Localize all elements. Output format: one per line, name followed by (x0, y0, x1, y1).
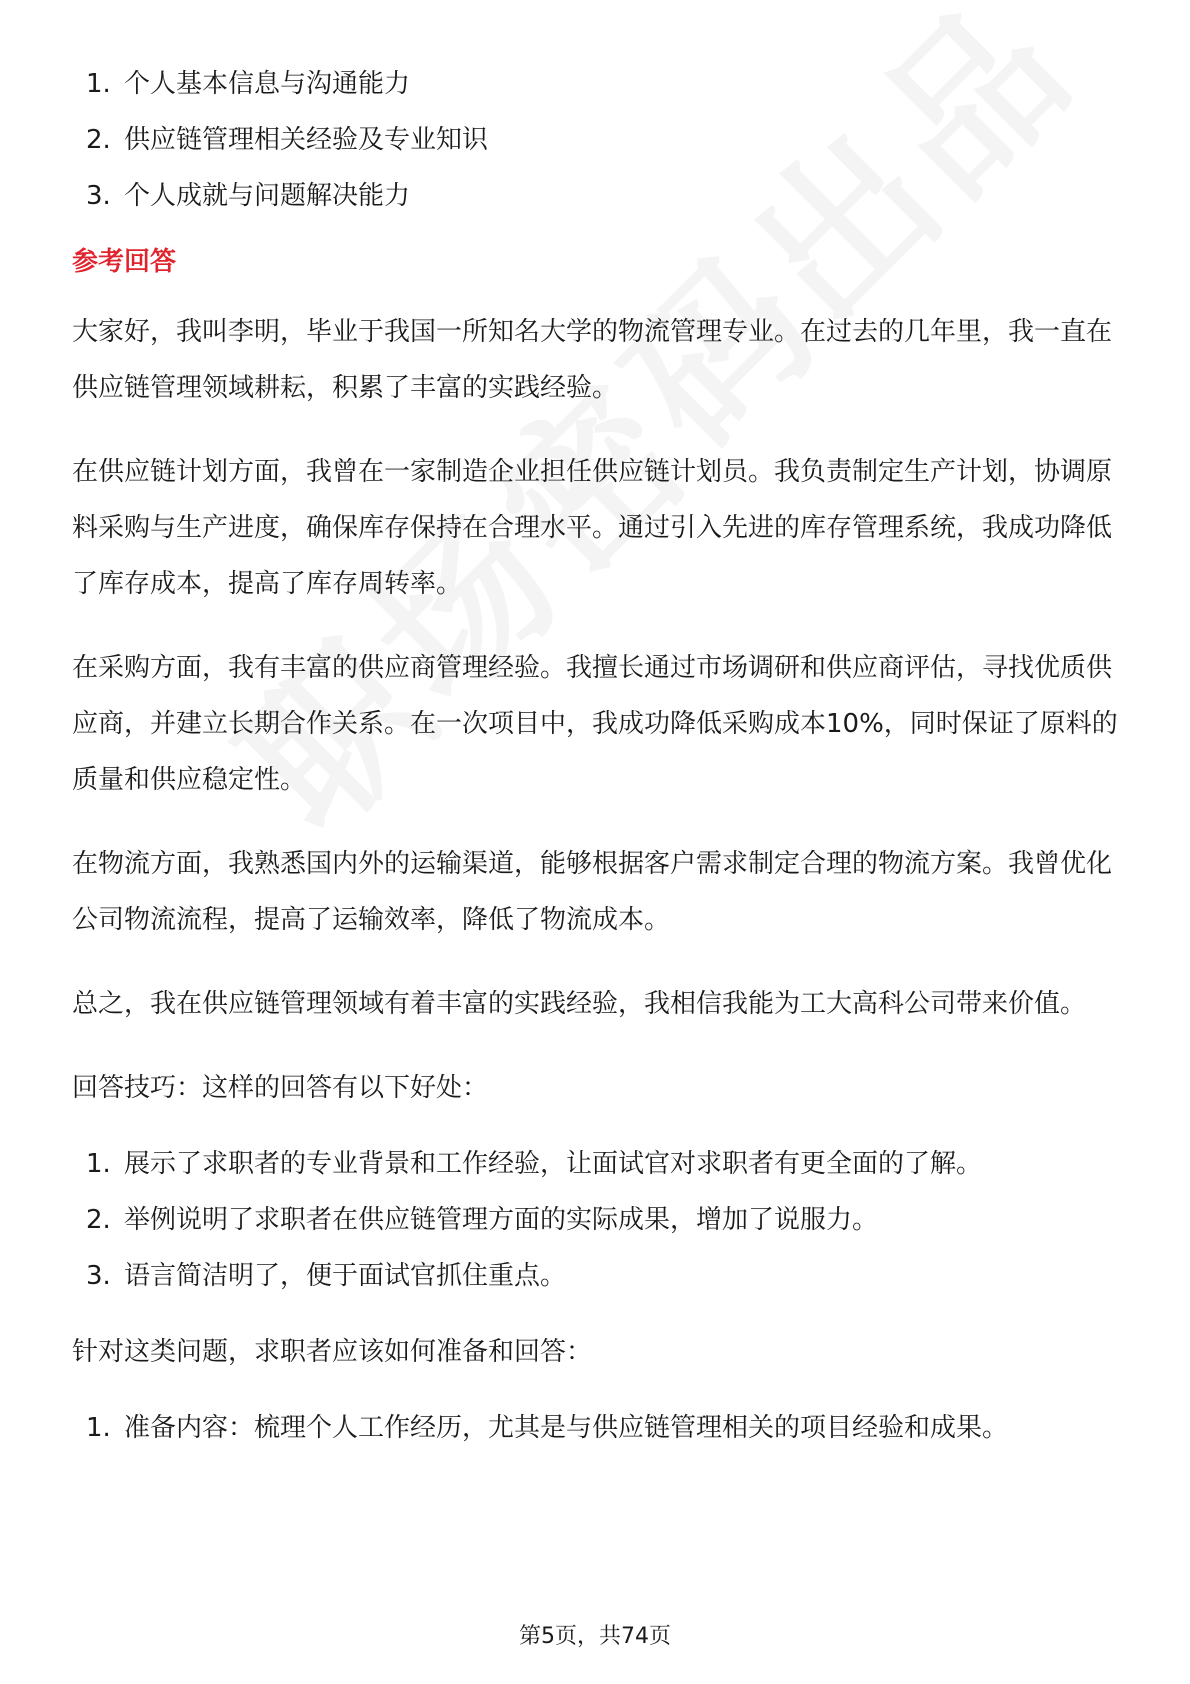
list-number: 2. (86, 125, 111, 155)
list-text: 供应链管理相关经验及专业知识 (124, 125, 489, 155)
paragraph: 在物流方面，我熟悉国内外的运输渠道，能够根据客户需求制定合理的物流方案。我曾优化公司物流流程，提高了运输效率，降低了物流成本。 (72, 849, 1113, 935)
list-number: 1. (86, 1413, 111, 1443)
page-footer: 第5页，共74页 (519, 1624, 671, 1649)
list-number: 1. (86, 1149, 111, 1179)
list-number: 3. (86, 181, 111, 211)
list-number: 1. (86, 69, 111, 99)
tips-lead: 回答技巧：这样的回答有以下好处： (72, 1073, 489, 1103)
list-number: 2. (86, 1205, 111, 1235)
paragraph: 大家好，我叫李明，毕业于我国一所知名大学的物流管理专业。在过去的几年里，我一直在供应链管理领域耕耘，积累了丰富的实践经验。 (72, 317, 1113, 403)
section-title: 参考回答 (72, 247, 177, 277)
list-number: 3. (86, 1261, 111, 1291)
list-item (72, 1248, 1122, 1304)
list-item (72, 56, 1122, 112)
prep-list (72, 1400, 1122, 1456)
paragraph: 在采购方面，我有丰富的供应商管理经验。我擅长通过市场调研和供应商评估，寻找优质供应商，并建立长期合作关系。在一次项目中，我成功降低采购成本10%，同时保证了原料的质量和供应稳定性。 (72, 653, 1118, 795)
paragraph: 在供应链计划方面，我曾在一家制造企业担任供应链计划员。我负责制定生产计划，协调原料采购与生产进度，确保库存保持在合理水平。通过引入先进的库存管理系统，我成功降低了库存成本，提高了库存周转率。 (72, 457, 1113, 599)
list-item (72, 1400, 1122, 1456)
list-text: 展示了求职者的专业背景和工作经验，让面试官对求职者有更全面的了解。 (124, 1149, 983, 1179)
list-text: 语言简洁明了，便于面试官抓住重点。 (124, 1261, 567, 1291)
list-item (72, 112, 1122, 168)
list-text: 个人成就与问题解决能力 (124, 181, 411, 211)
list-text: 举例说明了求职者在供应链管理方面的实际成果，增加了说服力。 (124, 1205, 879, 1235)
list-text: 个人基本信息与沟通能力 (124, 69, 411, 99)
list-text: 准备内容：梳理个人工作经历，尤其是与供应链管理相关的项目经验和成果。 (124, 1413, 1009, 1443)
prep-lead: 针对这类问题，求职者应该如何准备和回答： (72, 1337, 593, 1367)
intro-list (72, 56, 1122, 224)
list-item (72, 1192, 1122, 1248)
list-item (72, 1136, 1122, 1192)
tips-list (72, 1136, 1122, 1304)
list-item (72, 168, 1122, 224)
document-page (72, 56, 1122, 1456)
paragraph: 总之，我在供应链管理领域有着丰富的实践经验，我相信我能为工大高科公司带来价值。 (72, 989, 1087, 1019)
